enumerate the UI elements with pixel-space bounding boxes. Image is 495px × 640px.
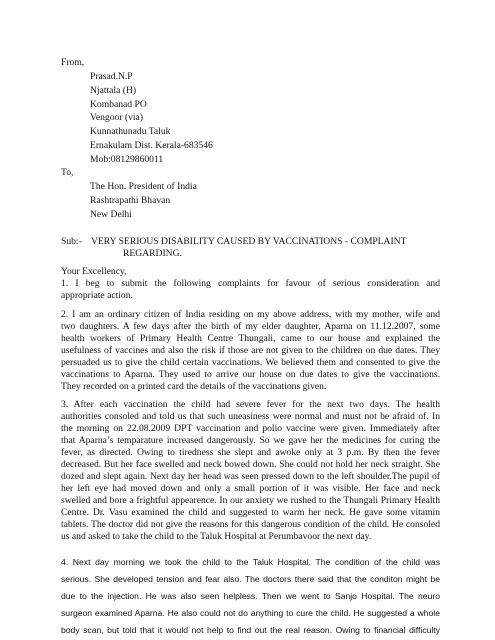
paragraph-line: surgeon examined Aparna. He also could not do anything to cure the child. He suggested a whole bbox=[61, 608, 440, 618]
paragraph-line: dozed and slept again. Next day her head was seen pressed down to the left shoulder.The pupil of bbox=[61, 471, 440, 482]
paragraph-line: authorities consoled and told us that such uneasiness were normal and must not be afraid of. In bbox=[61, 411, 440, 422]
sender-mobile: Mob:08129860011 bbox=[90, 154, 164, 165]
paragraph-line: vaccinations to Aparna. They used to arrive our house on due dates to give the vaccinations. bbox=[61, 369, 440, 380]
sender-district: Ernakulam Dist. Kerala-683546 bbox=[90, 140, 213, 151]
paragraph-line: that Aparna’s temparature increased dangerously. So we gave her the medicines for curing the bbox=[61, 435, 440, 446]
paragraph-line: 1. I beg to submit the following complaints for favour of serious consideration and bbox=[61, 278, 440, 289]
paragraph-line: decreased. But her face swelled and neck bowed down. She could not hold her neck straight. She bbox=[61, 459, 440, 470]
sender-house: Njattala (H) bbox=[90, 85, 137, 96]
paragraph-line: Centre. Dr. Vasu examined the child and suggested to warm her neck. He gave some vitamin bbox=[61, 507, 440, 518]
paragraph-line: swelled and bore a frightful appearence. In our anxiety we rushed to the Thungali Primary Health bbox=[61, 495, 440, 506]
salutation: Your Excellency, bbox=[61, 266, 127, 277]
recipient-title: The Hon. President of India bbox=[90, 181, 197, 192]
paragraph-line: body scan, but told that it would not help to find out the real reason. Owing to financial difficulty bbox=[61, 625, 440, 635]
subject-label: Sub:- bbox=[61, 236, 82, 247]
paragraph-line: tablets. The doctor did not give the reasons for this dangerous condition of the child. He consoled bbox=[61, 519, 440, 530]
paragraph-line: due to the injection. He was also seen helpless. Then we went to Sanjo Hospital. The neuro bbox=[61, 591, 440, 601]
sender-taluk: Kunnathunadu Taluk bbox=[90, 126, 171, 137]
paragraph-line: 2. I am an ordinary citizen of India residing on my above address, with my mother, wife and bbox=[61, 309, 440, 320]
paragraph-line: her left eye had moved down and only a small portion of it was visible. Her face and neck bbox=[61, 483, 440, 494]
paragraph-line: 3. After each vaccination the child had severe fever for the next two days. The health bbox=[61, 399, 440, 410]
recipient-office: Rashtrapathi Bhavan bbox=[90, 195, 171, 206]
subject-line-2: REGARDING. bbox=[123, 248, 182, 259]
recipient-city: New Delhi bbox=[90, 209, 132, 220]
paragraph-line: They recorded on a printed card the details of the vaccinations given. bbox=[61, 381, 327, 392]
paragraph-line: serious. She developed tension and fear also. The doctors there said that the conditon might be bbox=[61, 574, 440, 584]
paragraph-line: us and asked to take the child to the Taluk Hospital at Perumbavoor the next day. bbox=[61, 531, 372, 542]
sender-name: Prasad.N.P bbox=[90, 71, 133, 82]
paragraph-line: fever, as directed. Owing to tiredness she slept and awoke only at 3 p.m. By then the fever bbox=[61, 447, 440, 458]
subject-line-1: VERY SERIOUS DISABILITY CAUSED BY VACCINATIONS - COMPLAINT bbox=[91, 236, 407, 247]
paragraph-line: persuaded us to give the child certain vaccinations. We believed them and consented to give the bbox=[61, 357, 440, 368]
paragraph-line: usefulness of vaccines and also the risk if those are not given to the children on due dates. They bbox=[61, 345, 440, 356]
sender-via: Vengoor (via) bbox=[90, 112, 144, 123]
paragraph-line: 4. Next day morning we took the child to the Taluk Hospital. The condition of the child was bbox=[61, 557, 440, 567]
paragraph-line: appropriate action. bbox=[61, 290, 133, 301]
paragraph-line: health workers of Primary Health Centre Thungali, came to our house and explained the bbox=[61, 333, 440, 344]
sender-po: Kombanad PO bbox=[90, 99, 147, 110]
from-label: From, bbox=[61, 57, 85, 68]
to-label: To, bbox=[61, 167, 74, 178]
paragraph-line: the morning on 22.08.2009 DPT vaccination and polio vaccine were given. Immediately after bbox=[61, 423, 440, 434]
paragraph-line: two daughters. A few days after the birth of my elder daughter, Aparna on 11.12.2007, some bbox=[61, 321, 440, 332]
